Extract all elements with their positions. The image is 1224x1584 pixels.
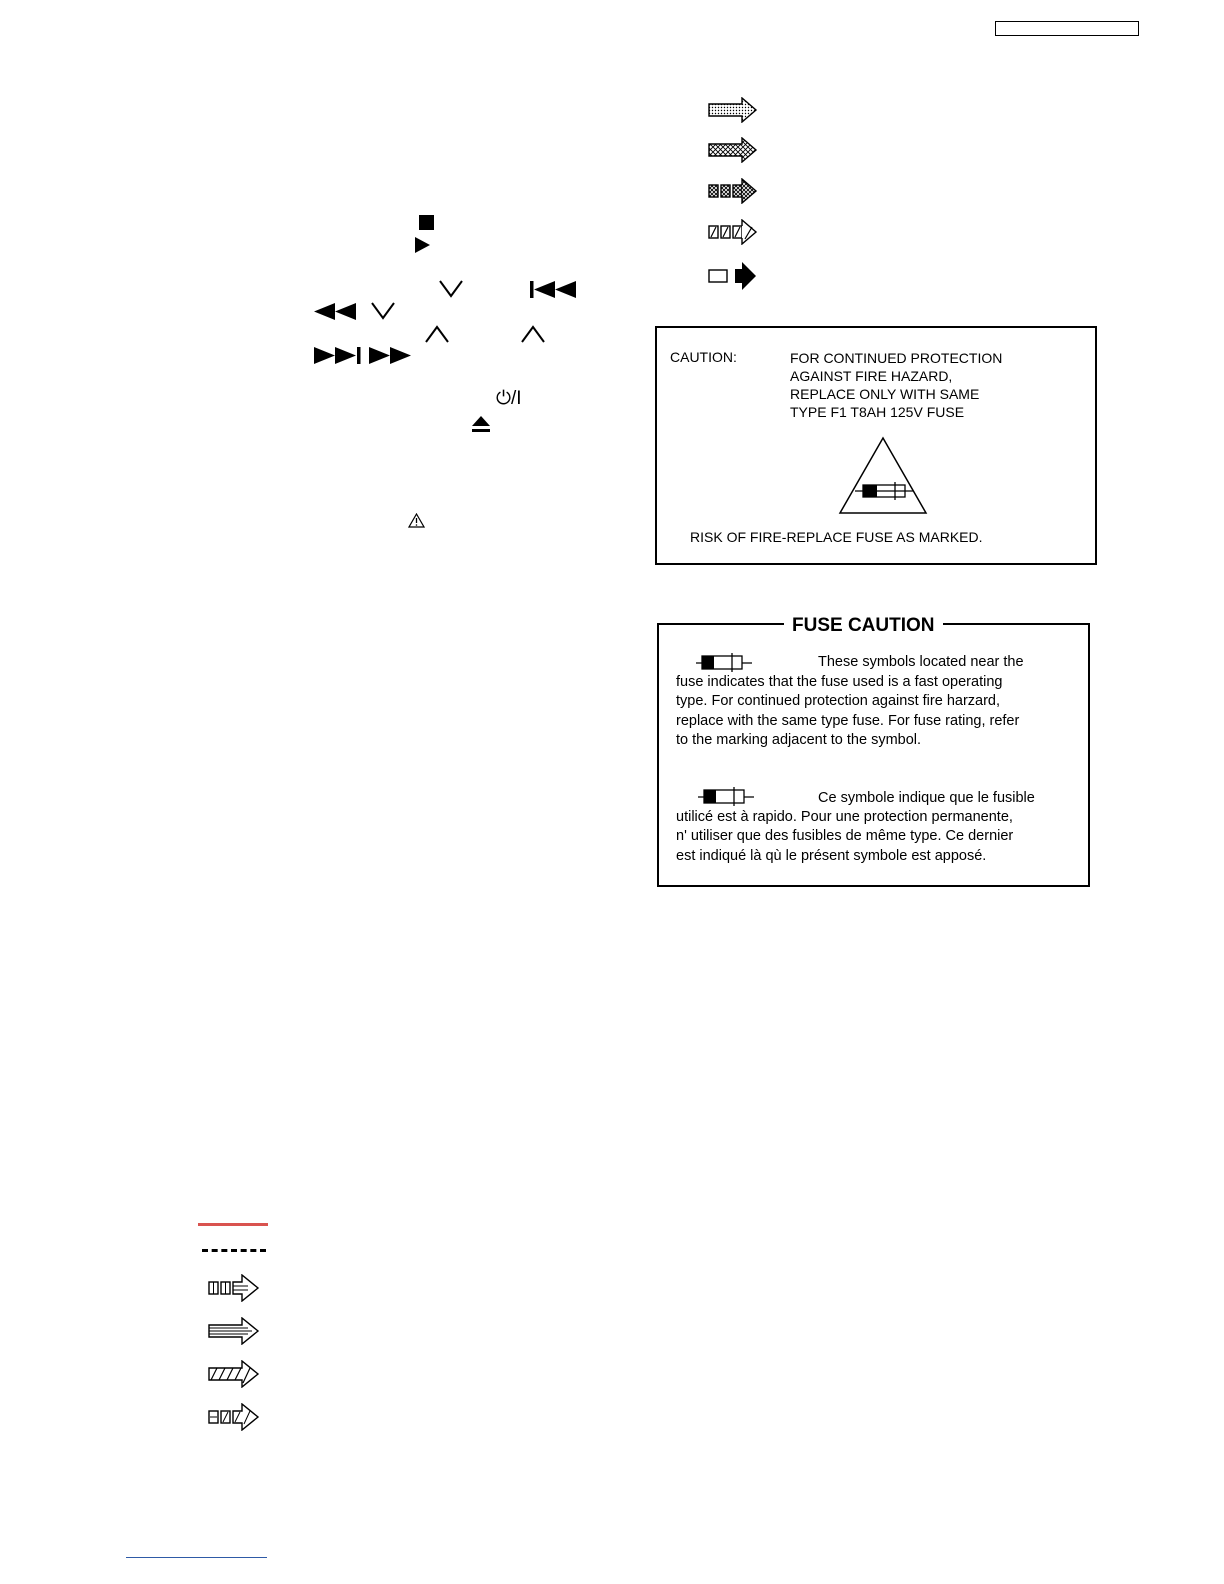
- fuse-french-line: est indiqué là qù le présent symbole est apposé.: [676, 847, 987, 864]
- fuse-english-text: [676, 673, 1019, 751]
- fuse-english-line: type. For continued protection against fire harzard,: [676, 693, 1001, 710]
- caution-text: [790, 349, 1002, 421]
- segmented-crosshatch-arrow-icon: [708, 178, 758, 204]
- play-icon: [415, 237, 430, 253]
- dotted-arrow-icon: [708, 97, 758, 123]
- fuse-icon: [696, 652, 752, 674]
- skip-back-icon: [530, 281, 578, 298]
- fuse-english-first-line: These symbols located near the: [818, 654, 1024, 670]
- segmented-slash-arrow-icon: [708, 219, 758, 245]
- power-standby-icon: ⏻/I: [496, 388, 522, 409]
- fuse-caution-title: FUSE CAUTION: [784, 615, 943, 637]
- box-solid-arrow-icon: [708, 261, 758, 291]
- eject-icon: [472, 416, 490, 433]
- fuse-english-line: replace with the same type fuse. For fuse rating, refer: [676, 712, 1020, 729]
- fuse-french-text: [676, 808, 1013, 866]
- fuse-icon: [698, 786, 754, 808]
- horizontal-lines-arrow-icon: [208, 1317, 260, 1345]
- fast-forward-icon: [369, 347, 413, 364]
- caution-footer: RISK OF FIRE-REPLACE FUSE AS MARKED.: [690, 529, 983, 545]
- crosshatch-arrow-icon: [708, 137, 758, 163]
- fuse-english-line: to the marking adjacent to the symbol.: [676, 732, 922, 749]
- down-chevron-icon: [371, 302, 395, 320]
- footer-link-underline[interactable]: [126, 1557, 267, 1558]
- dashed-line-legend: [202, 1249, 266, 1252]
- skip-forward-icon: [314, 347, 362, 364]
- fuse-french-first-line: Ce symbole indique que le fusible: [818, 790, 1035, 806]
- up-chevron-icon: [425, 325, 449, 343]
- fuse-french-line: n' utiliser que des fusibles de même type. Ce dernier: [676, 828, 1014, 845]
- segmented-arrow-icon: [208, 1274, 260, 1302]
- caution-line: FOR CONTINUED PROTECTION: [790, 350, 1003, 366]
- fuse-english-line: fuse indicates that the fuse used is a fast operating: [676, 674, 1003, 690]
- rewind-icon: [314, 303, 358, 320]
- caution-line: TYPE F1 T8AH 125V FUSE: [790, 404, 965, 420]
- segmented-hatched-arrow-icon: [208, 1403, 260, 1431]
- stop-icon: [419, 215, 434, 230]
- fuse-warning-triangle-icon: [837, 436, 929, 516]
- slash-hatched-arrow-icon: [208, 1360, 260, 1388]
- down-chevron-icon: [439, 280, 463, 298]
- caution-line: REPLACE ONLY WITH SAME: [790, 386, 980, 402]
- header-box: [995, 21, 1139, 36]
- red-line-legend: [198, 1223, 268, 1226]
- fuse-french-line: utilicé est à rapido. Pour une protection permanente,: [676, 809, 1013, 825]
- up-chevron-icon: [521, 325, 545, 343]
- warning-triangle-icon: [408, 513, 425, 528]
- caution-label: CAUTION:: [670, 349, 737, 365]
- caution-line: AGAINST FIRE HAZARD,: [790, 368, 953, 384]
